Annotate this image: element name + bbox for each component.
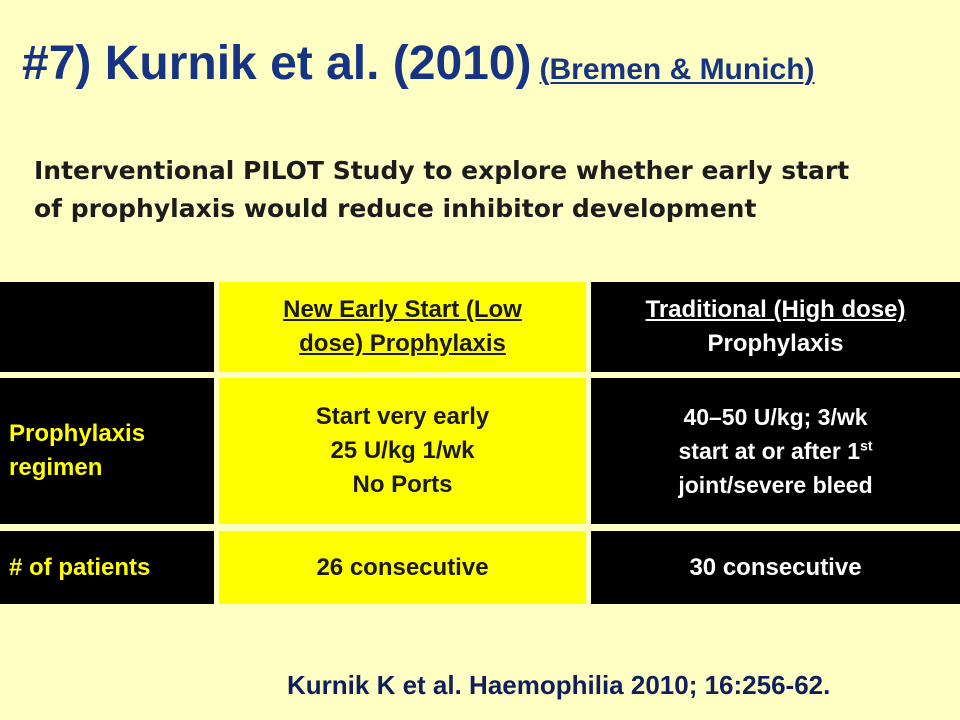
slide-title xyxy=(22,36,815,98)
regimen-early-line-2: 25 U/kg 1/wk xyxy=(330,437,475,464)
title-location: (Bremen & Munich) xyxy=(539,53,815,86)
regimen-early-line-3: No Ports xyxy=(352,471,453,498)
row-label-regimen xyxy=(0,378,214,524)
title-main: #7) Kurnik et al. (2010) xyxy=(22,37,532,90)
patients-early-start xyxy=(219,531,586,604)
header-traditional-line-2: Prophylaxis xyxy=(707,330,844,357)
regimen-early-line-1: Start very early xyxy=(315,403,490,430)
patients-trad-text: 30 consecutive xyxy=(689,553,862,581)
row-label-patients-text: # of patients xyxy=(9,553,151,581)
row-label-patients xyxy=(0,531,214,604)
patients-early-text: 26 consecutive xyxy=(316,553,489,581)
regimen-early-start xyxy=(219,378,586,524)
header-traditional xyxy=(591,282,960,372)
patients-traditional xyxy=(591,531,960,604)
study-description-line-1: Interventional PILOT Study to explore whether early start xyxy=(34,156,850,185)
header-early-start-line-1: New Early Start (Low xyxy=(283,296,522,323)
regimen-trad-superscript: st xyxy=(860,437,873,454)
citation: Kurnik K et al. Haemophilia 2010; 16:256-62. xyxy=(287,670,831,700)
study-description-line-2: of prophylaxis would reduce inhibitor development xyxy=(34,194,757,223)
header-early-start xyxy=(219,282,586,372)
study-description xyxy=(34,152,934,228)
header-empty-cell xyxy=(0,282,214,372)
header-traditional-line-1: Traditional (High dose) xyxy=(645,296,906,323)
row-label-regimen-line-2: regimen xyxy=(9,454,103,481)
regimen-trad-line-1: 40–50 U/kg; 3/wk xyxy=(683,404,868,430)
regimen-trad-line-2 xyxy=(591,434,960,468)
regimen-traditional xyxy=(591,378,960,524)
row-label-regimen-line-1: Prophylaxis xyxy=(9,420,146,447)
header-early-start-line-2: dose) Prophylaxis xyxy=(299,330,506,357)
regimen-trad-line-3: joint/severe bleed xyxy=(678,472,873,498)
regimen-trad-line-2-text: start at or after 1 xyxy=(678,438,861,464)
